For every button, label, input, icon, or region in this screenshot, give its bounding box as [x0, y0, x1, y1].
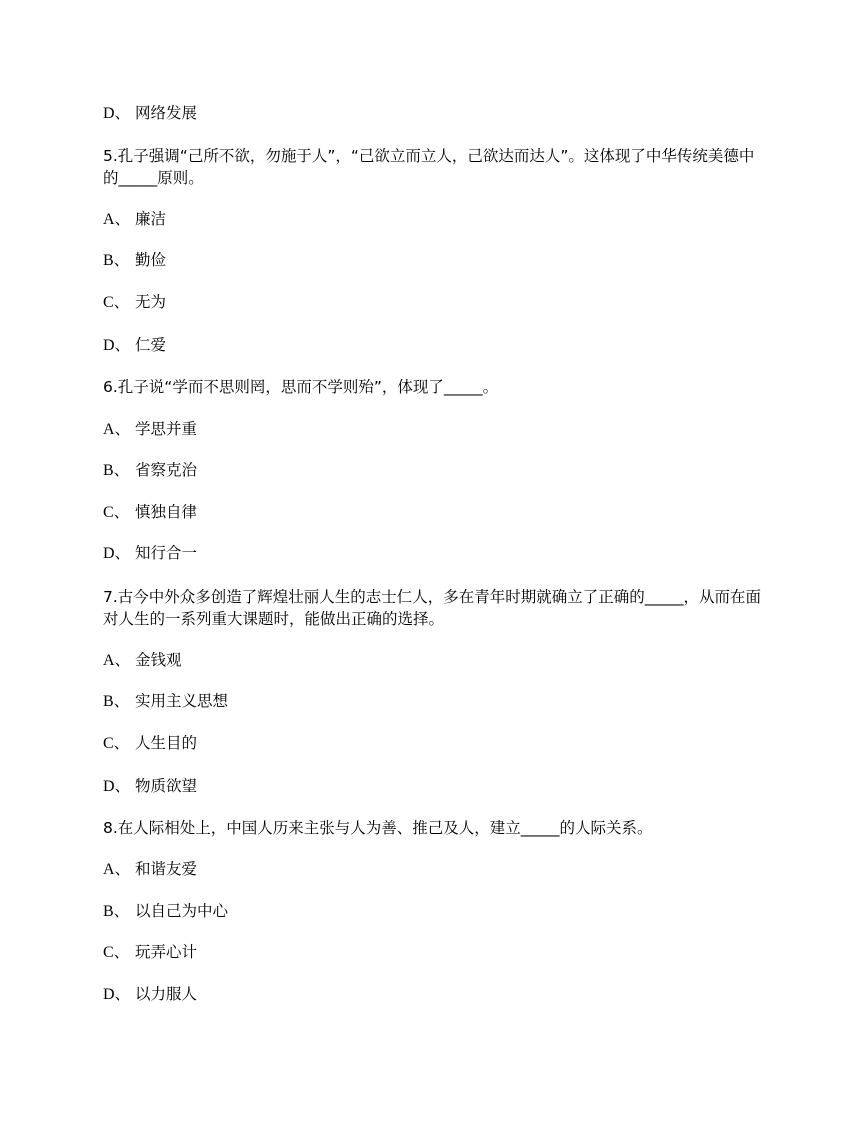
option-letter: A、 — [103, 421, 131, 438]
option-letter: C、 — [103, 294, 130, 311]
option-text: 和谐友爱 — [135, 860, 198, 878]
option-item — [103, 983, 197, 1006]
option-item — [103, 102, 197, 125]
option-letter: C、 — [103, 735, 130, 752]
option-item — [103, 418, 197, 441]
option-letter: D、 — [103, 545, 131, 562]
option-item — [103, 501, 197, 524]
option-text: 廉洁 — [135, 210, 167, 228]
option-item — [103, 649, 182, 672]
option-text: 仁爱 — [135, 336, 167, 354]
option-text: 物质欲望 — [135, 777, 198, 795]
option-text: 玩弄心计 — [135, 943, 198, 961]
question-text: 8.在人际相处上，中国人历来主张与人为善、推己及人，建立_____的人际关系。 — [103, 819, 653, 837]
option-item — [103, 291, 166, 314]
option-letter: A、 — [103, 211, 131, 228]
option-item — [103, 858, 197, 881]
option-item — [103, 459, 197, 482]
option-text: 学思并重 — [135, 420, 198, 438]
option-item — [103, 900, 228, 923]
option-letter: A、 — [103, 861, 131, 878]
option-text: 人生目的 — [135, 734, 198, 752]
option-letter: D、 — [103, 105, 131, 122]
question-text: 5.孔子强调“己所不欲，勿施于人”，“己欲立而立人，己欲达而达人”。这体现了中华传统美德中的_____原则。 — [103, 147, 755, 187]
option-letter: C、 — [103, 944, 130, 961]
option-letter: D、 — [103, 778, 131, 795]
option-item — [103, 249, 166, 272]
option-letter: C、 — [103, 504, 130, 521]
option-letter: D、 — [103, 337, 131, 354]
option-text: 实用主义思想 — [135, 692, 229, 710]
option-text: 勤俭 — [135, 251, 167, 269]
option-letter: B、 — [103, 462, 130, 479]
option-text: 金钱观 — [135, 651, 182, 669]
option-item — [103, 690, 228, 713]
option-letter: D、 — [103, 986, 131, 1003]
option-text: 以力服人 — [135, 985, 198, 1003]
question-text: 6.孔子说“学而不思则罔，思而不学则殆”，体现了_____。 — [103, 378, 499, 396]
option-item — [103, 732, 197, 755]
option-item — [103, 208, 166, 231]
option-item — [103, 941, 197, 964]
option-letter: A、 — [103, 652, 131, 669]
question-text: 7.古今中外众多创造了辉煌壮丽人生的志士仁人，多在青年时期就确立了正确的_____，从而在面对人生的一系列重大课题时，能做出正确的选择。 — [103, 588, 762, 628]
option-item — [103, 775, 197, 798]
option-item — [103, 542, 197, 565]
option-letter: B、 — [103, 903, 130, 920]
option-item — [103, 334, 166, 357]
option-text: 以自己为中心 — [135, 902, 229, 920]
option-text: 网络发展 — [135, 104, 198, 122]
option-text: 慎独自律 — [135, 503, 198, 521]
option-letter: B、 — [103, 252, 130, 269]
option-letter: B、 — [103, 693, 130, 710]
option-text: 无为 — [135, 293, 167, 311]
option-text: 知行合一 — [135, 544, 198, 562]
option-text: 省察克治 — [135, 461, 198, 479]
